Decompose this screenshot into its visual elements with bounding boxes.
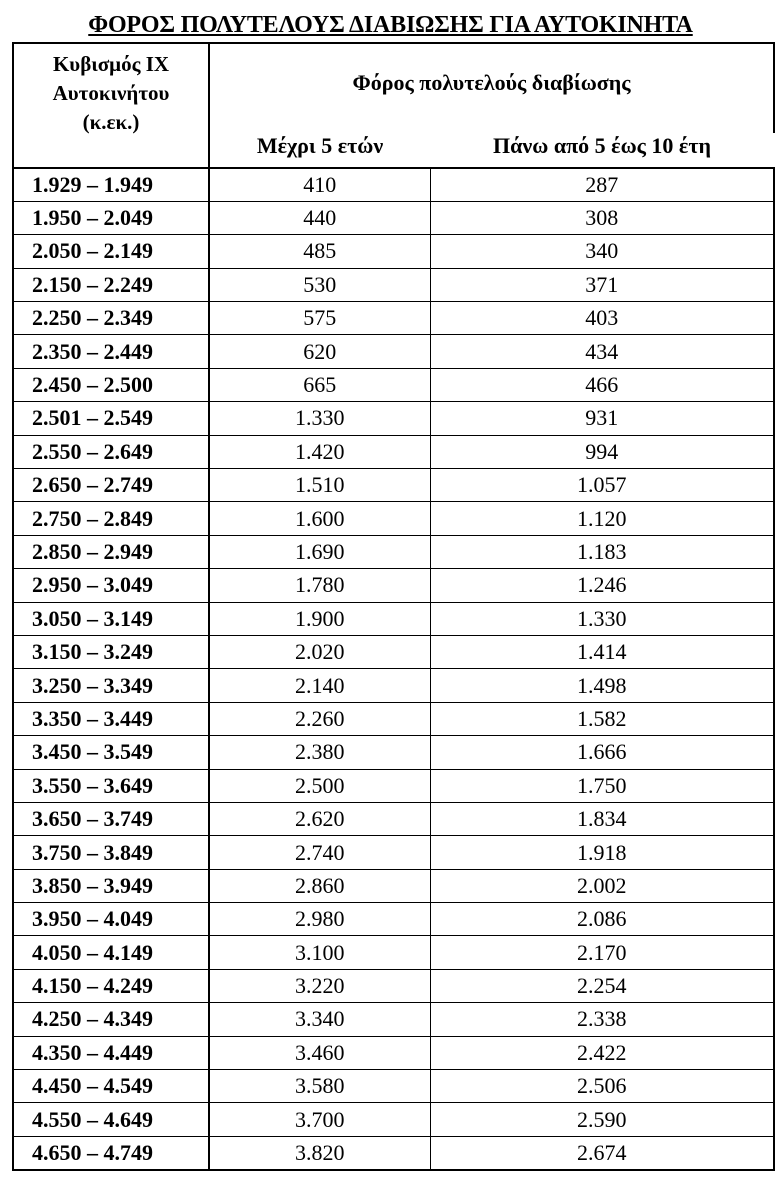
- cell-tax-5-to-10-years: 1.120: [430, 502, 774, 535]
- cell-tax-up-to-5-years: 2.980: [209, 903, 430, 936]
- cell-engine-range: 3.450 – 3.549: [13, 736, 209, 769]
- cell-tax-up-to-5-years: 3.820: [209, 1136, 430, 1169]
- table-row: [13, 936, 774, 969]
- cell-engine-range: 4.250 – 4.349: [13, 1003, 209, 1036]
- cell-tax-5-to-10-years: 1.057: [430, 469, 774, 502]
- cell-tax-up-to-5-years: 3.580: [209, 1070, 430, 1103]
- cell-engine-range: 2.850 – 2.949: [13, 535, 209, 568]
- cell-engine-range: 2.650 – 2.749: [13, 469, 209, 502]
- cell-tax-5-to-10-years: 2.170: [430, 936, 774, 969]
- cell-tax-5-to-10-years: 1.498: [430, 669, 774, 702]
- cell-engine-range: 2.250 – 2.349: [13, 302, 209, 335]
- table-row: [13, 736, 774, 769]
- table-row: [13, 635, 774, 668]
- table-row: [13, 836, 774, 869]
- table-row: [13, 569, 774, 602]
- cell-engine-range: 3.050 – 3.149: [13, 602, 209, 635]
- cell-engine-range: 3.350 – 3.449: [13, 702, 209, 735]
- document-title: ΦΟΡΟΣ ΠΟΛΥΤΕΛΟΥΣ ΔΙΑΒΙΩΣΗΣ ΓΙΑ ΑΥΤΟΚΙΝΗΤΑ: [88, 12, 693, 38]
- table-row: [13, 168, 774, 201]
- table-row: [13, 702, 774, 735]
- cell-engine-range: 2.750 – 2.849: [13, 502, 209, 535]
- cell-engine-range: 4.550 – 4.649: [13, 1103, 209, 1136]
- header-up-to-5-years: Μέχρι 5 ετών: [256, 133, 384, 158]
- cell-tax-5-to-10-years: 1.582: [430, 702, 774, 735]
- cell-tax-up-to-5-years: 2.260: [209, 702, 430, 735]
- cell-engine-range: 2.150 – 2.249: [13, 268, 209, 301]
- cell-tax-up-to-5-years: 665: [209, 368, 430, 401]
- cell-tax-5-to-10-years: 2.086: [430, 903, 774, 936]
- cell-tax-5-to-10-years: 403: [430, 302, 774, 335]
- table-row: [13, 802, 774, 835]
- cell-tax-up-to-5-years: 1.900: [209, 602, 430, 635]
- table-row: [13, 769, 774, 802]
- header-engine-capacity-line3: (κ.εκ.): [82, 110, 140, 134]
- header-engine-capacity: [13, 43, 209, 168]
- table-row: [13, 903, 774, 936]
- cell-tax-up-to-5-years: 2.380: [209, 736, 430, 769]
- cell-tax-up-to-5-years: 3.460: [209, 1036, 430, 1069]
- cell-engine-range: 2.550 – 2.649: [13, 435, 209, 468]
- cell-tax-up-to-5-years: 440: [209, 201, 430, 234]
- table-row: [13, 335, 774, 368]
- cell-tax-5-to-10-years: 2.002: [430, 869, 774, 902]
- cell-engine-range: 2.050 – 2.149: [13, 235, 209, 268]
- table-row: [13, 502, 774, 535]
- cell-engine-range: 3.250 – 3.349: [13, 669, 209, 702]
- cell-engine-range: 3.650 – 3.749: [13, 802, 209, 835]
- cell-tax-5-to-10-years: 2.674: [430, 1136, 774, 1169]
- table-row: [13, 869, 774, 902]
- table-row: [13, 302, 774, 335]
- cell-engine-range: 4.650 – 4.749: [13, 1136, 209, 1169]
- cell-tax-5-to-10-years: 371: [430, 268, 774, 301]
- cell-engine-range: 3.550 – 3.649: [13, 769, 209, 802]
- cell-tax-up-to-5-years: 2.740: [209, 836, 430, 869]
- cell-tax-up-to-5-years: 2.860: [209, 869, 430, 902]
- tax-table: [12, 42, 775, 1171]
- table-row: [13, 201, 774, 234]
- table-row: [13, 435, 774, 468]
- cell-engine-range: 1.950 – 2.049: [13, 201, 209, 234]
- cell-tax-up-to-5-years: 1.510: [209, 469, 430, 502]
- cell-tax-up-to-5-years: 1.420: [209, 435, 430, 468]
- cell-tax-up-to-5-years: 1.780: [209, 569, 430, 602]
- cell-tax-5-to-10-years: 466: [430, 368, 774, 401]
- header-engine-capacity-line1: Κυβισμός ΙΧ: [52, 52, 170, 76]
- table-row: [13, 1070, 774, 1103]
- cell-tax-up-to-5-years: 2.020: [209, 635, 430, 668]
- table-row: [13, 669, 774, 702]
- cell-engine-range: 2.950 – 3.049: [13, 569, 209, 602]
- header-engine-capacity-line2: Αυτοκινήτου: [52, 81, 170, 105]
- cell-tax-up-to-5-years: 3.340: [209, 1003, 430, 1036]
- cell-tax-up-to-5-years: 3.220: [209, 969, 430, 1002]
- cell-tax-5-to-10-years: 931: [430, 402, 774, 435]
- tax-table-container: [12, 42, 773, 1192]
- cell-tax-up-to-5-years: 2.500: [209, 769, 430, 802]
- cell-engine-range: 4.050 – 4.149: [13, 936, 209, 969]
- table-row: [13, 1036, 774, 1069]
- cell-tax-up-to-5-years: 2.620: [209, 802, 430, 835]
- cell-engine-range: 3.950 – 4.049: [13, 903, 209, 936]
- cell-tax-5-to-10-years: 1.246: [430, 569, 774, 602]
- cell-tax-5-to-10-years: 1.834: [430, 802, 774, 835]
- cell-tax-up-to-5-years: 485: [209, 235, 430, 268]
- table-row: [13, 535, 774, 568]
- table-body: [13, 168, 774, 1170]
- cell-tax-up-to-5-years: 620: [209, 335, 430, 368]
- cell-tax-5-to-10-years: 2.338: [430, 1003, 774, 1036]
- cell-tax-5-to-10-years: 1.666: [430, 736, 774, 769]
- cell-tax-up-to-5-years: 2.140: [209, 669, 430, 702]
- cell-tax-5-to-10-years: 2.422: [430, 1036, 774, 1069]
- cell-tax-5-to-10-years: 2.254: [430, 969, 774, 1002]
- table-row: [13, 402, 774, 435]
- table-row: [13, 1136, 774, 1169]
- table-row: [13, 268, 774, 301]
- cell-engine-range: 3.150 – 3.249: [13, 635, 209, 668]
- table-row: [13, 1103, 774, 1136]
- cell-tax-up-to-5-years: 410: [209, 168, 430, 201]
- cell-tax-up-to-5-years: 575: [209, 302, 430, 335]
- cell-tax-5-to-10-years: 1.750: [430, 769, 774, 802]
- cell-tax-5-to-10-years: 308: [430, 201, 774, 234]
- cell-tax-up-to-5-years: 1.330: [209, 402, 430, 435]
- cell-engine-range: 2.350 – 2.449: [13, 335, 209, 368]
- table-row: [13, 368, 774, 401]
- cell-engine-range: 1.929 – 1.949: [13, 168, 209, 201]
- cell-tax-5-to-10-years: 340: [430, 235, 774, 268]
- cell-engine-range: 2.450 – 2.500: [13, 368, 209, 401]
- cell-tax-5-to-10-years: 1.183: [430, 535, 774, 568]
- cell-tax-5-to-10-years: 434: [430, 335, 774, 368]
- cell-tax-up-to-5-years: 3.100: [209, 936, 430, 969]
- cell-engine-range: 3.850 – 3.949: [13, 869, 209, 902]
- cell-tax-5-to-10-years: 2.590: [430, 1103, 774, 1136]
- table-header: [13, 43, 774, 168]
- header-5-to-10-years: Πάνω από 5 έως 10 έτη: [493, 133, 711, 158]
- cell-tax-5-to-10-years: 994: [430, 435, 774, 468]
- cell-tax-5-to-10-years: 287: [430, 168, 774, 201]
- header-luxury-tax: Φόρος πολυτελούς διαβίωσης: [209, 43, 774, 133]
- table-row: [13, 602, 774, 635]
- cell-tax-up-to-5-years: 1.600: [209, 502, 430, 535]
- cell-tax-up-to-5-years: 3.700: [209, 1103, 430, 1136]
- cell-tax-up-to-5-years: 530: [209, 268, 430, 301]
- cell-tax-5-to-10-years: 2.506: [430, 1070, 774, 1103]
- table-row: [13, 969, 774, 1002]
- table-row: [13, 469, 774, 502]
- cell-tax-5-to-10-years: 1.414: [430, 635, 774, 668]
- cell-engine-range: 4.150 – 4.249: [13, 969, 209, 1002]
- cell-engine-range: 4.450 – 4.549: [13, 1070, 209, 1103]
- cell-tax-5-to-10-years: 1.918: [430, 836, 774, 869]
- cell-tax-5-to-10-years: 1.330: [430, 602, 774, 635]
- table-row: [13, 1003, 774, 1036]
- cell-engine-range: 2.501 – 2.549: [13, 402, 209, 435]
- table-row: [13, 235, 774, 268]
- cell-tax-up-to-5-years: 1.690: [209, 535, 430, 568]
- cell-engine-range: 3.750 – 3.849: [13, 836, 209, 869]
- cell-engine-range: 4.350 – 4.449: [13, 1036, 209, 1069]
